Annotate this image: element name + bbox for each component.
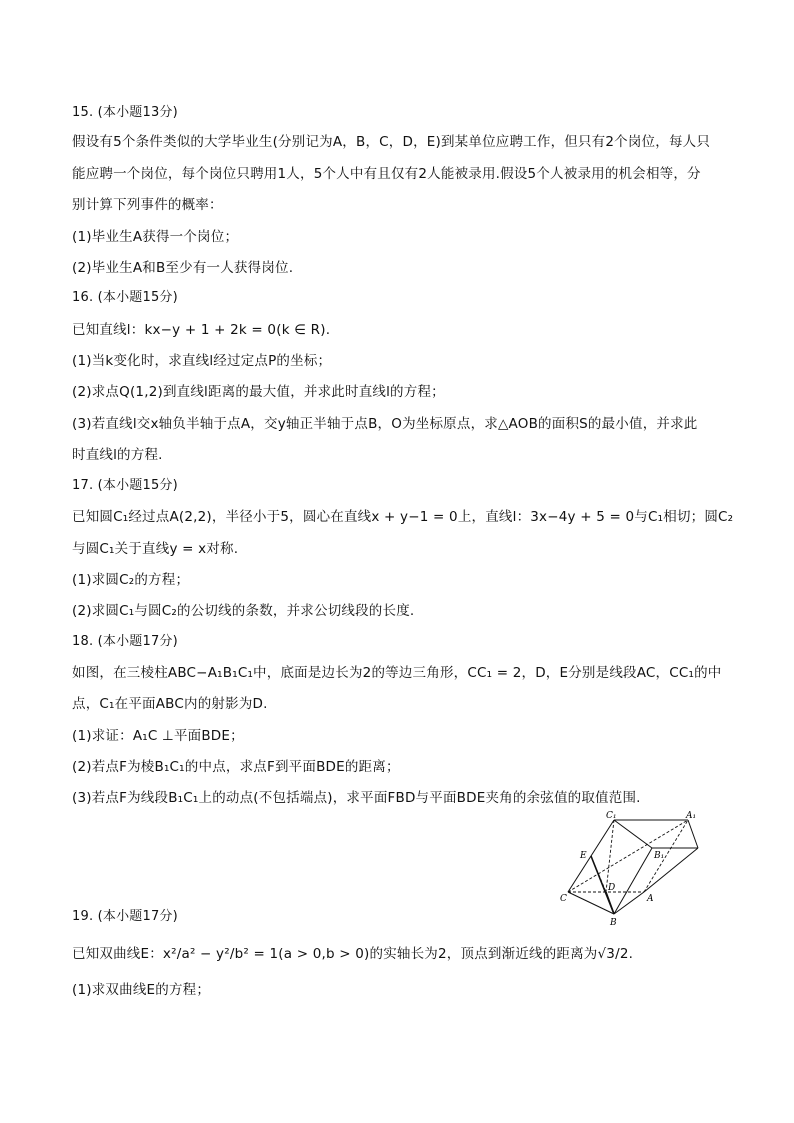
- problem-18-part-2: (2)若点F为棱B₁C₁的中点，求点F到平面BDE的距离；: [72, 759, 400, 775]
- problem-15-part-2: (2)毕业生A和B至少有一人获得岗位.: [72, 260, 294, 276]
- problem-16-text: 已知直线l：kx−y + 1 + 2k = 0(k ∈ R).: [72, 322, 331, 338]
- problem-15-text-3: 别计算下列事件的概率：: [72, 197, 223, 213]
- problem-18-text-2: 点，C₁在平面ABC内的射影为D.: [72, 696, 268, 712]
- label-c1: C₁: [606, 811, 617, 821]
- problem-17-header: 17. (本小题15分): [72, 478, 178, 493]
- label-b1: B₁: [654, 851, 665, 861]
- problem-19-part-1: (1)求双曲线E的方程；: [72, 982, 211, 998]
- problem-16-part-2: (2)求点Q(1,2)到直线l距离的最大值，并求此时直线l的方程；: [72, 384, 445, 400]
- problem-19-header: 19. (本小题17分): [72, 909, 178, 924]
- label-d: D: [608, 883, 616, 893]
- problem-18-part-1: (1)求证：A₁C ⊥平面BDE；: [72, 728, 244, 744]
- problem-16-part-3: (3)若直线l交x轴负半轴于点A，交y轴正半轴于点B，O为坐标原点，求△AOB的面积S的最小值，并求此: [72, 416, 698, 432]
- edge-a1-b1: [688, 820, 698, 848]
- problem-16-header: 16. (本小题15分): [72, 290, 178, 305]
- problem-18-text-1: 如图，在三棱柱ABC−A₁B₁C₁中，底面是边长为2的等边三角形，CC₁ = 2，D，E分别是线段AC，CC₁的中: [72, 665, 722, 681]
- problem-16-part-1: (1)当k变化时，求直线l经过定点P的坐标；: [72, 353, 332, 369]
- problem-17-text-2: 与圆C₁关于直线y = x对称.: [72, 541, 239, 557]
- problem-17-part-2: (2)求圆C₁与圆C₂的公切线的条数，并求公切线段的长度.: [72, 603, 415, 619]
- label-a1: A₁: [686, 811, 697, 821]
- problem-15-text-2: 能应聘一个岗位，每个岗位只聘用1人，5个人中有且仅有2人能被录用.假设5个人被录用的机会相等，分: [72, 166, 701, 182]
- edge-a-a1-dashed: [644, 820, 688, 892]
- problem-19-text: 已知双曲线E：x²/a² − y²/b² = 1(a > 0,b > 0)的实轴长为2，顶点到渐近线的距离为√3/2.: [72, 946, 634, 962]
- label-c: C: [560, 894, 567, 904]
- problem-15-text-1: 假设有5个条件类似的大学毕业生(分别记为A，B，C，D，E)到某单位应聘工作，但只有2个岗位，每人只: [72, 134, 711, 150]
- label-b: B: [610, 918, 617, 928]
- edge-right-a: [644, 848, 698, 892]
- problem-17-text-1: 已知圆C₁经过点A(2,2)，半径小于5，圆心在直线x + y−1 = 0上，直线l：3x−4y + 5 = 0与C₁相切；圆C₂: [72, 509, 734, 525]
- problem-18-part-3: (3)若点F为线段B₁C₁上的动点(不包括端点)，求平面FBD与平面BDE夹角的余弦值的取值范围.: [72, 790, 641, 806]
- problem-15-part-1: (1)毕业生A获得一个岗位；: [72, 229, 239, 245]
- problem-16-part-3-cont: 时直线l的方程.: [72, 447, 163, 463]
- problem-15-header: 15. (本小题13分): [72, 105, 178, 120]
- label-a: A: [647, 894, 654, 904]
- problem-17-part-1: (1)求圆C₂的方程；: [72, 572, 190, 588]
- label-e: E: [580, 851, 587, 861]
- edge-c1-b1: [614, 820, 652, 848]
- edge-b1-b: [614, 848, 652, 914]
- problem-18-header: 18. (本小题17分): [72, 634, 178, 649]
